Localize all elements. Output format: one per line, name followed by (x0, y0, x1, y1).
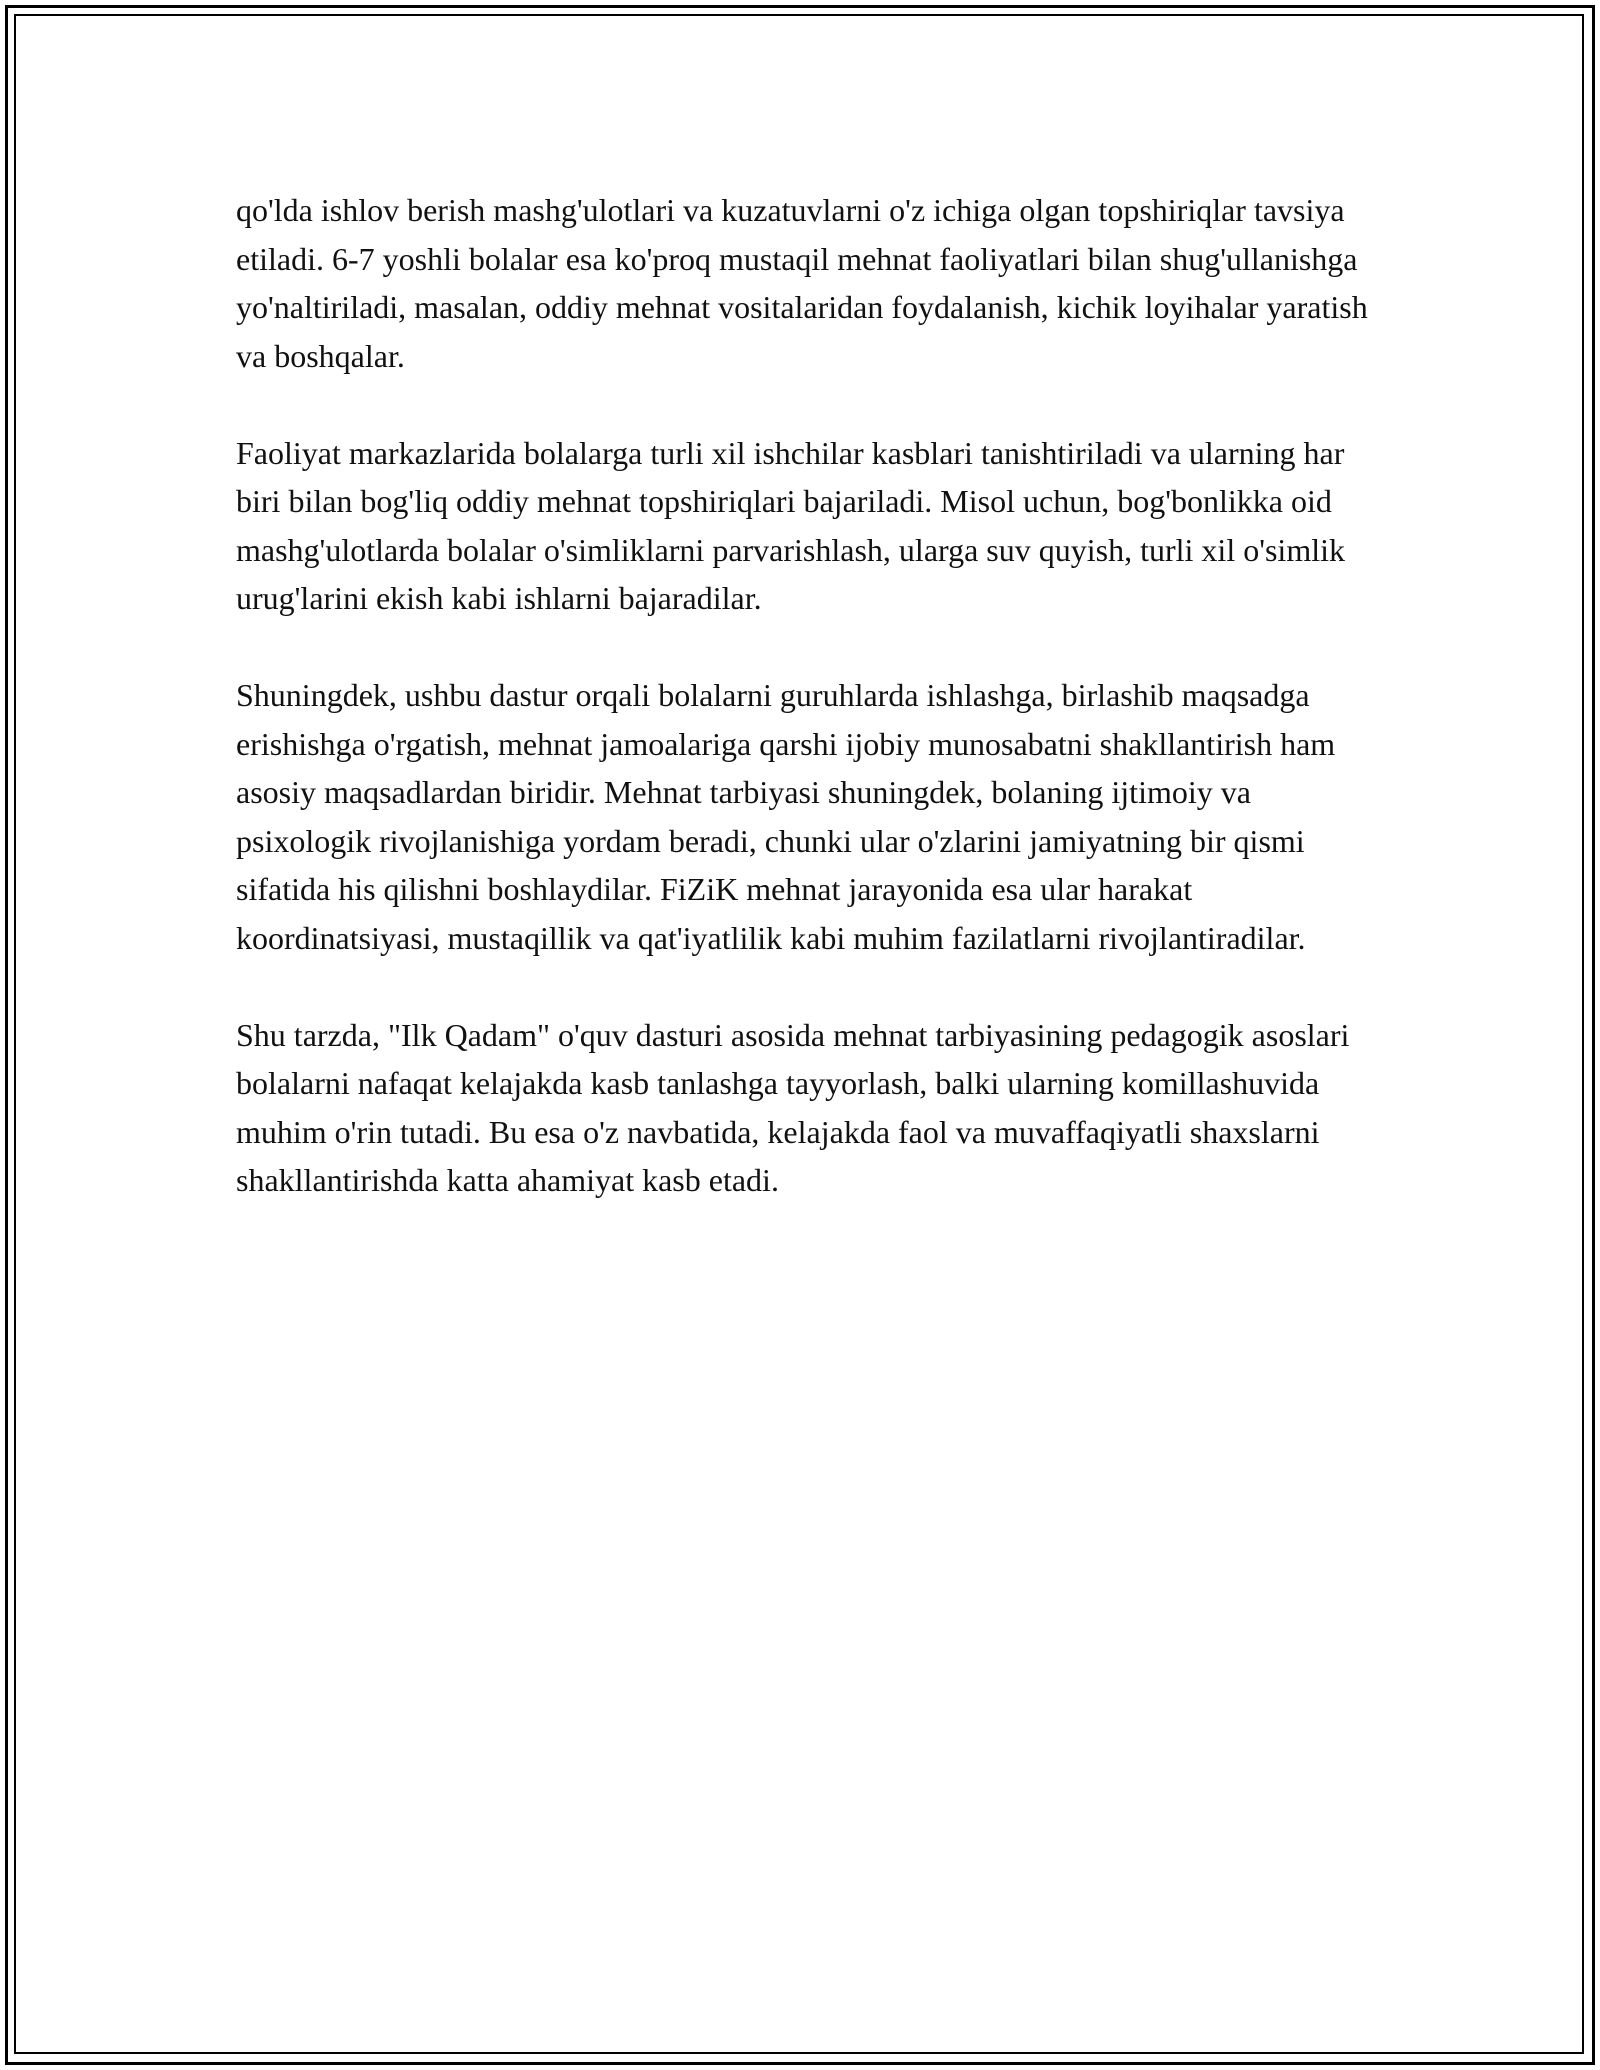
paragraph-2: Faoliyat markazlarida bolalarga turli xil ishchilar kasblari tanishtiriladi va ularning har biri bilan bog'liq oddiy mehnat topshiriqlari bajariladi. Misol uchun, bog'bonlikka oid mashg'ulotlarda bolalar o'simliklarni parvarishlash, ularga suv quyish, turli xil o'simlik urug'larini ekish kabi ishlarni bajaradilar. (236, 434, 1345, 616)
paragraph-3: Shuningdek, ushbu dastur orqali bolalarni guruhlarda ishlashga, birlashib maqsadga erishishga o'rgatish, mehnat jamoalariga qarshi ijobiy munosabatni shakllantirish ham asosiy maqsadlardan biridir. Mehnat tarbiyasi shuningdek, bolaning ijtimoiy va psixologik rivojlanishiga yordam beradi, chunki ular o'zlarini jamiyatning bir qismi sifatida his qilishni boshlaydilar. FiZiK mehnat jarayonida esa ular harakat koordinatsiyasi, mustaqillik va qat'iyatlilik kabi muhim fazilatlarni rivojlantiradilar. (236, 677, 1336, 956)
paragraph-4: Shu tarzda, "Ilk Qadam" o'quv dasturi asosida mehnat tarbiyasining pedagogik asoslari bolalarni nafaqat kelajakda kasb tanlashga tayyorlash, balki ularning komillashuvida muhim o'rin tutadi. Bu esa o'z navbatida, kelajakda faol va muvaffaqiyatli shaxslarni shakllantirishda katta ahamiyat kasb etadi. (236, 1016, 1350, 1198)
paragraph-1: qo'lda ishlov berish mashg'ulotlari va kuzatuvlarni o'z ichiga olgan topshiriqlar tavsiya etiladi. 6-7 yoshli bolalar esa ko'proq mustaqil mehnat faoliyatlari bilan shug'ullanishga yo'naltiriladi, masalan, oddiy mehnat vositalaridan foydalanish, kichik loyihalar yaratish va boshqalar. (236, 192, 1368, 374)
document-body (236, 186, 1386, 1253)
